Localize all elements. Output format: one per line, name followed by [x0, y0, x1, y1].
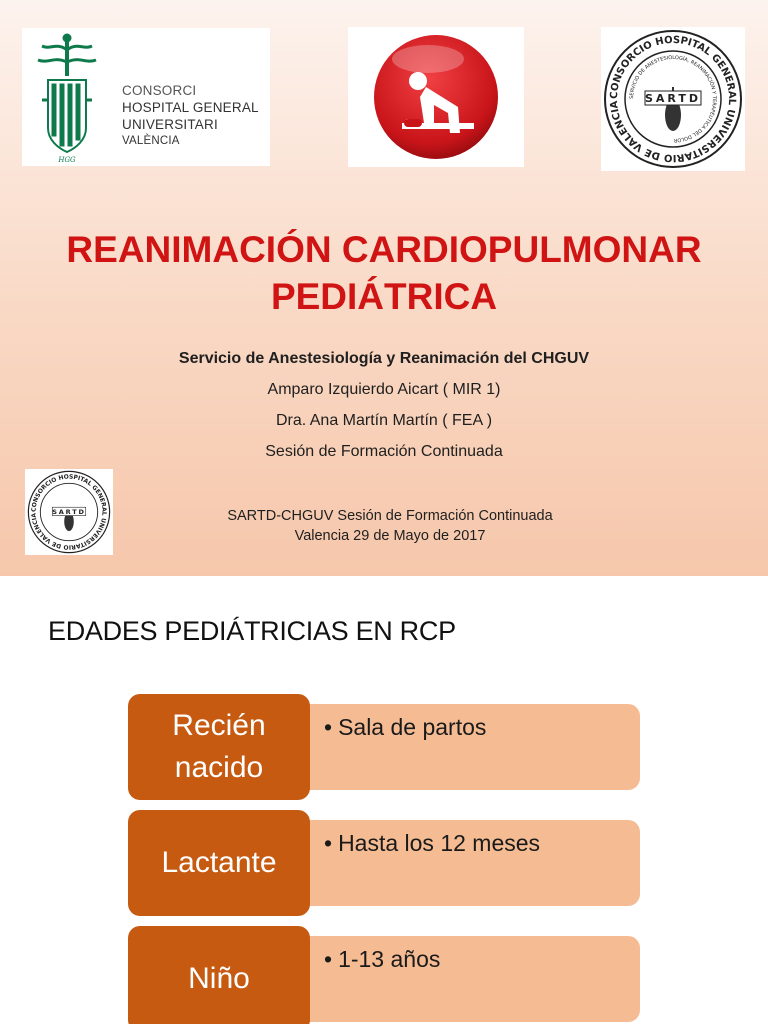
age-label-line-1: Lactante [161, 846, 277, 879]
seal-small-center-text: SARTD [52, 507, 86, 516]
title-line-2: PEDIÁTRICA [270, 276, 498, 317]
seal-small-ring-text: CONSORCIO HOSPITAL GENERAL UNIVERSITARIO DE VALENCIA [30, 473, 108, 551]
age-description [296, 704, 640, 790]
bullet-icon: • [324, 830, 333, 856]
hospital-name [122, 82, 282, 150]
hospital-mark-text: HGG [58, 156, 76, 164]
footer-line-1: SARTD-CHGUV Sesión de Formación Continuada [227, 508, 553, 524]
age-label [128, 694, 310, 800]
bullet-icon: • [324, 946, 333, 972]
seal-inner-ring-text: SERVICIO DE ANESTESIOLOGÍA, REANIMACIÓN Y TERAPÉUTICA DEL DOLOR [628, 54, 718, 144]
author-2: Dra. Ana Martín Martín ( FEA ) [275, 412, 493, 429]
hospital-line-1: CONSORCI [122, 83, 197, 98]
age-row-newborn [0, 694, 768, 804]
seal-ring-text: CONSORCIO HOSPITAL GENERAL UNIVERSITARIO DE VALENCIA [608, 34, 738, 164]
ages-slide [0, 576, 768, 1024]
title-line-1: REANIMACIÓN CARDIOPULMONAR [66, 229, 702, 270]
session-name: Sesión de Formación Continuada [265, 443, 503, 460]
age-label [128, 810, 310, 916]
cpr-icon [348, 27, 524, 167]
age-description [296, 820, 640, 906]
cpr-logo [348, 27, 524, 167]
sartd-seal [601, 27, 745, 171]
hospital-emblem-icon [22, 28, 112, 166]
hospital-logo [22, 28, 270, 166]
age-label [128, 926, 310, 1024]
age-description-text: Sala de partos [338, 714, 487, 740]
footer-info [190, 506, 590, 546]
seal-center-text: SARTD [644, 92, 702, 105]
service-name: Servicio de Anestesiología y Reanimación del CHGUV [178, 350, 590, 367]
age-label-line-1: Niño [188, 962, 250, 995]
hospital-line-3: UNIVERSITARI [122, 117, 218, 132]
page-title [0, 226, 768, 320]
age-row-infant [0, 810, 768, 920]
sartd-seal-small-icon [25, 469, 113, 555]
age-description-text: 1-13 años [338, 946, 441, 972]
age-label-line-2: nacido [174, 751, 264, 784]
hospital-line-2: HOSPITAL GENERAL [122, 100, 259, 115]
age-row-child [0, 926, 768, 1024]
credits-block [100, 343, 668, 467]
author-1: Amparo Izquierdo Aicart ( MIR 1) [267, 381, 501, 398]
ages-slide-title: EDADES PEDIÁTRICIAS EN RCP [48, 616, 456, 646]
age-description [296, 936, 640, 1022]
bullet-icon: • [324, 714, 333, 740]
footer-line-2: Valencia 29 de Mayo de 2017 [294, 528, 486, 544]
sartd-seal-small [25, 469, 113, 555]
sartd-seal-icon [601, 27, 745, 171]
age-label-line-1: Recién [172, 709, 266, 742]
age-description-text: Hasta los 12 meses [338, 830, 541, 856]
hospital-line-4: VALÈNCIA [122, 135, 180, 147]
